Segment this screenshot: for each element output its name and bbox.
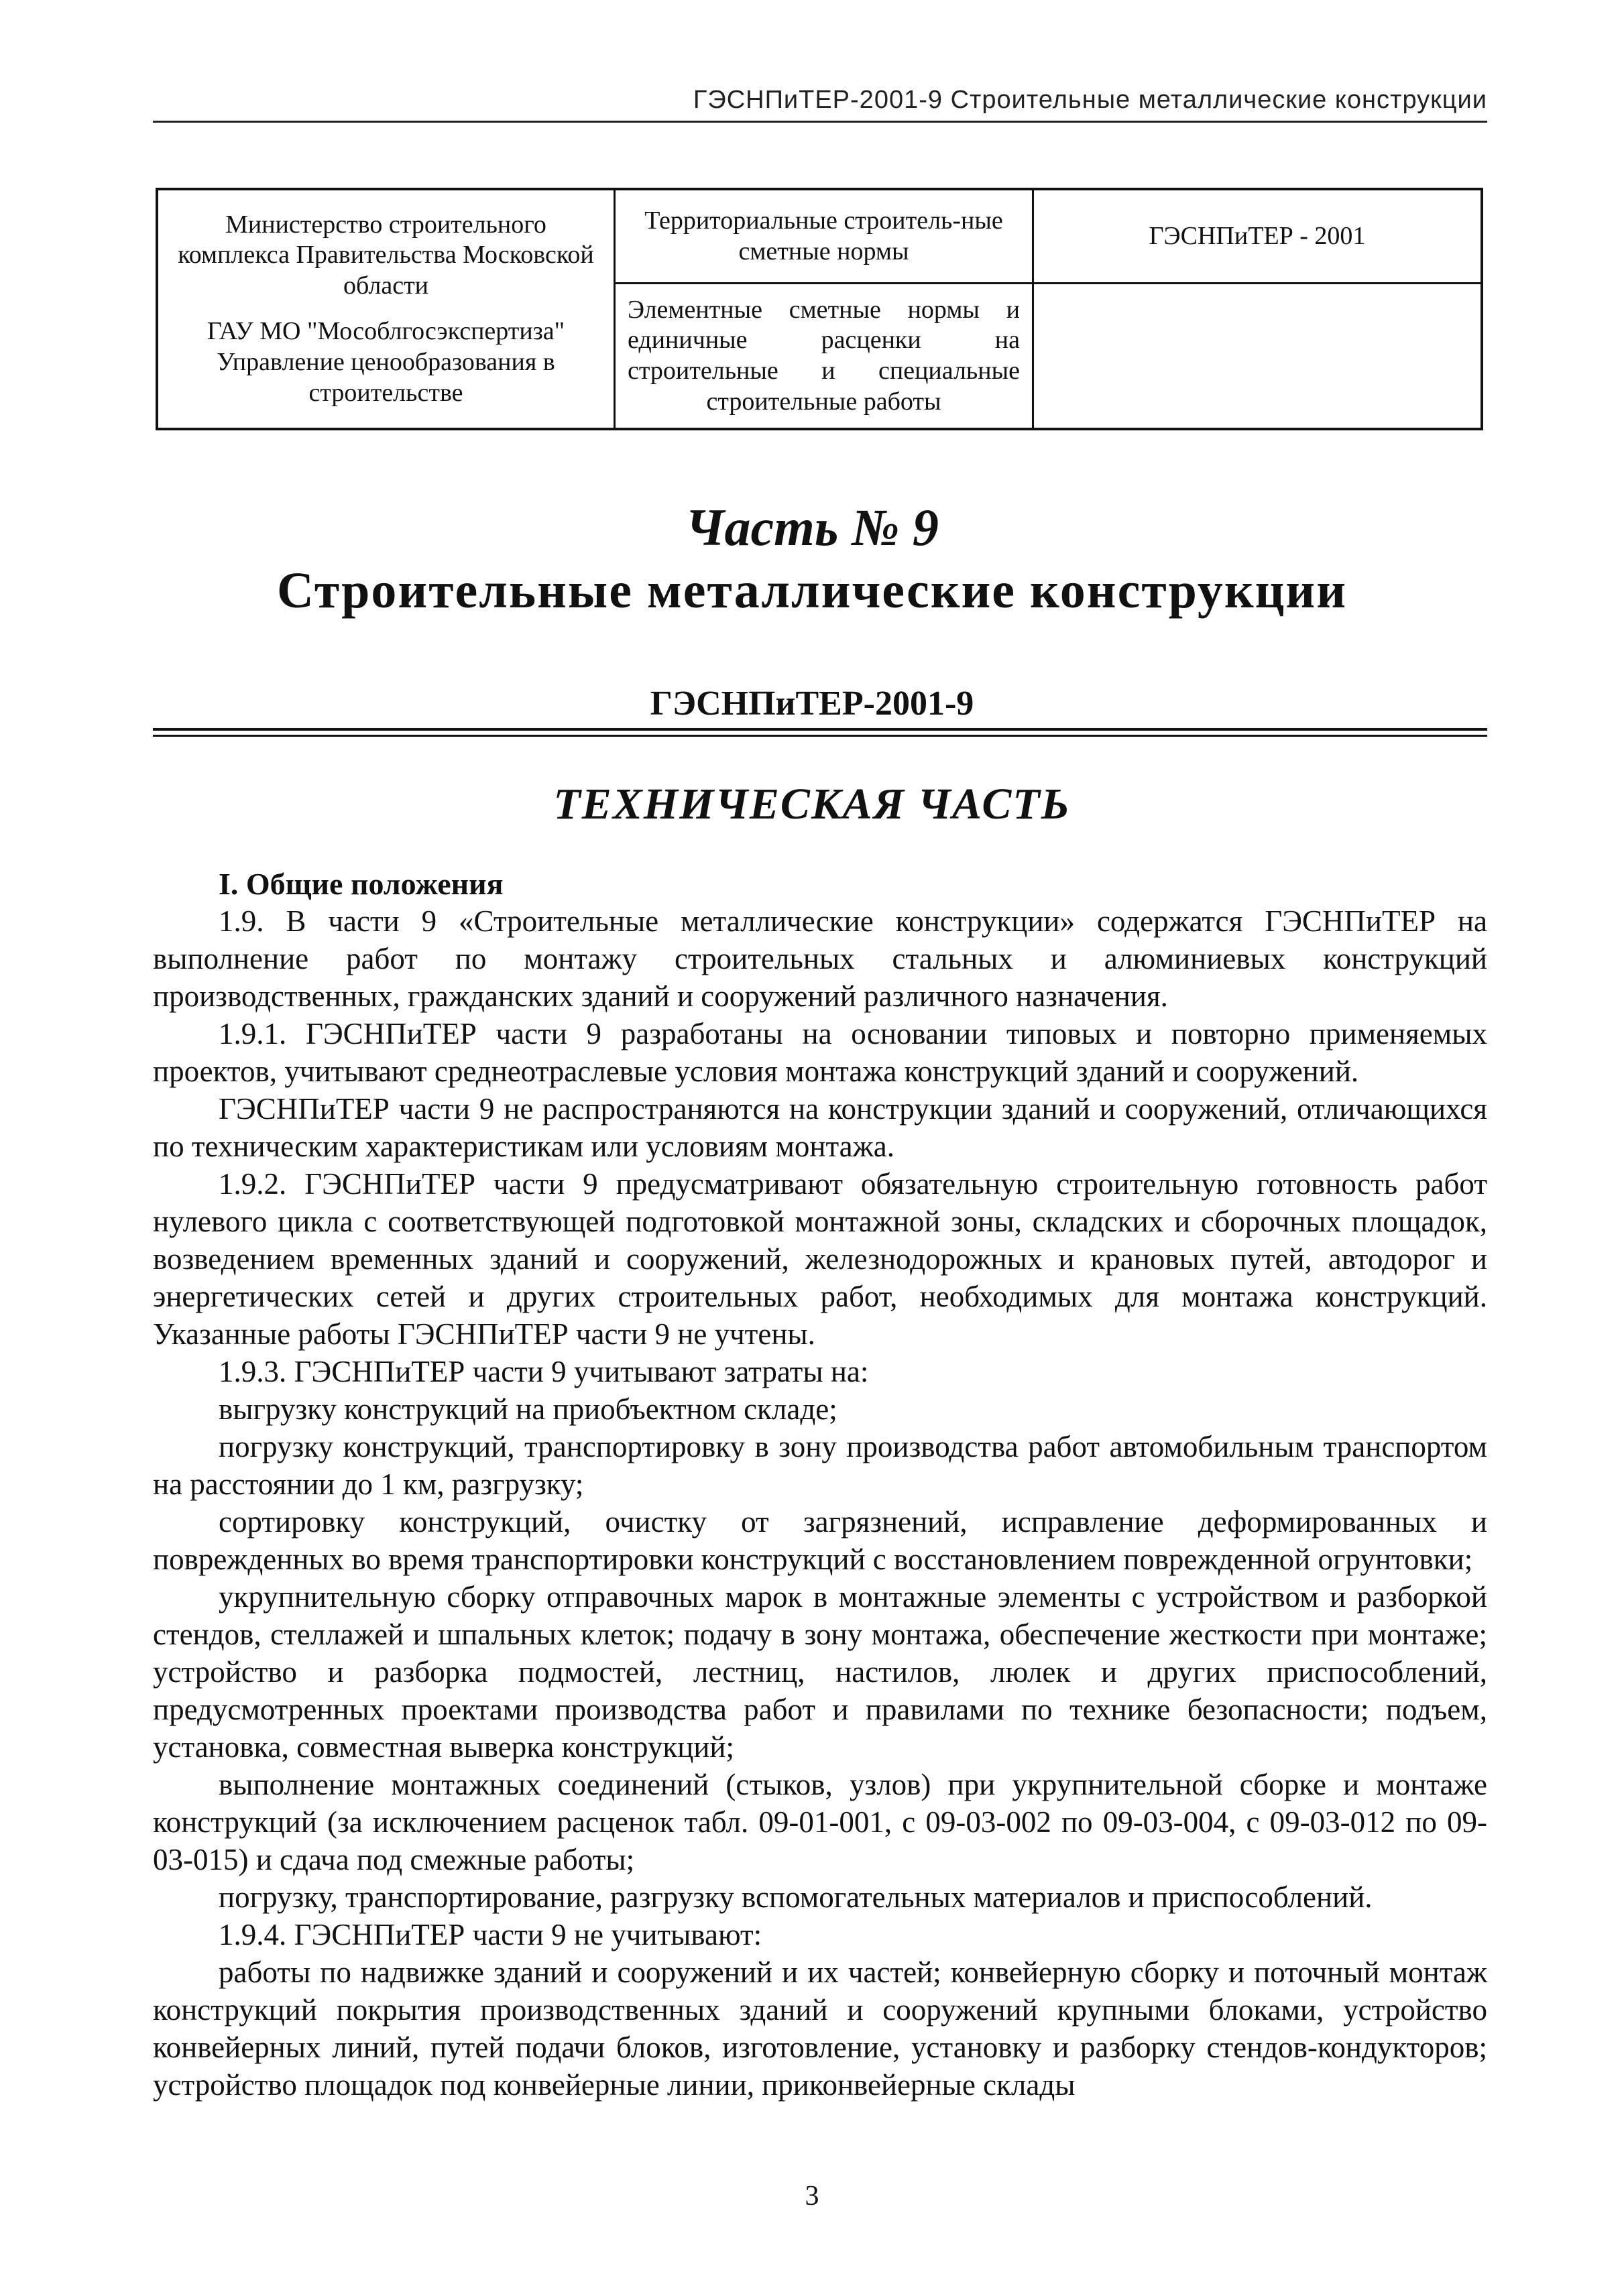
paragraph: выгрузку конструкций на приобъектном складе; [219,1392,837,1426]
part-title: Строительные металлические конструкции [277,562,1347,619]
territorial-norms-cell: Территориальные строитель-ные сметные нормы [616,190,1034,284]
paragraph: погрузку конструкций, транспортировку в зону производства работ автомобильным транспортом на расстоянии до 1 км, разгрузку; [153,1430,1487,1501]
expertise-department: ГАУ МО "Мособлгосэкспертиза" Управление ценообразования в строительстве [207,317,565,407]
organization-cell [158,190,616,428]
part-number: Часть № 9 [685,498,939,556]
double-rule-bottom [153,735,1487,737]
subsection-heading: I. Общие положения [219,867,504,901]
paragraph: сортировку конструкций, очистку от загрязнений, исправление деформированных и поврежденных во время транспортировки конструкций с восстановлением поврежденной огрунтовки; [153,1505,1487,1576]
empty-cell [1034,284,1481,428]
paragraph: 1.9. В части 9 «Строительные металлические конструкции» содержатся ГЭСНПиТЕР на выполнение работ по монтажу строительных стальных и алюминиевых конструкций производственных, гражданских зданий и сооружений различного назначения. [153,904,1487,1013]
document-code: ГЭСНПиТЕР-2001-9 [650,684,974,723]
title-block-table [156,188,1483,430]
paragraph: 1.9.3. ГЭСНПиТЕР части 9 учитывают затраты на: [219,1355,869,1388]
paragraph: 1.9.4. ГЭСНПиТЕР части 9 не учитывают: [219,1918,762,1951]
paragraph: выполнение монтажных соединений (стыков, узлов) при укрупнительной сборке и монтаже конструкций (за исключением расценок табл. 09-01-001, с 09-03-002 по 09-03-004, с 09-03-012 по 09-03-015) и сдача под смежные работы; [153,1768,1487,1876]
code-cell: ГЭСНПиТЕР - 2001 [1034,190,1481,284]
section-heading: ТЕХНИЧЕСКАЯ ЧАСТЬ [553,780,1071,829]
paragraph: ГЭСНПиТЕР части 9 не распространяются на конструкции зданий и сооружений, отличающихся по техническим характеристикам или условиям монтажа. [153,1092,1487,1163]
header-rule [153,121,1487,123]
paragraph: работы по надвижке зданий и сооружений и их частей; конвейерную сборку и поточный монтаж конструкций покрытия производственных зданий и сооружений крупными блоками, устройство конвейерных линий, путей подачи блоков, изготовление, установку и разборку стендов-кондукторов; устройство площадок под конвейерные линии, приконвейерные склады [153,1955,1487,2102]
paragraph: погрузку, транспортирование, разгрузку вспомогательных материалов и приспособлений. [219,1880,1373,1914]
paragraph: укрупнительную сборку отправочных марок в монтажные элементы с устройством и разборкой стендов, стеллажей и шпальных клеток; подачу в зону монтажа, обеспечение жесткости при монтаже; устройство и разборка подмостей, лестниц, настилов, люлек и других приспособлений, предусмотренных проектами производства работ и правилами по технике безопасности; подъем, установка, совместная выверка конструкций; [153,1580,1487,1764]
ministry-name: Министерство строительного комплекса Правительства Московской области [178,210,594,300]
double-rule-top [153,728,1487,731]
paragraph: 1.9.1. ГЭСНПиТЕР части 9 разработаны на основании типовых и повторно применяемых проектов, учитывают среднеотраслевые условия монтажа конструкций зданий и сооружений. [153,1017,1487,1088]
body-text [153,902,1487,2104]
element-norms-cell: Элементные сметные нормы и единичные расценки на строительные и специальные строительные работы [616,284,1034,428]
page-number: 3 [805,2181,819,2212]
paragraph: 1.9.2. ГЭСНПиТЕР части 9 предусматривают обязательную строительную готовность работ нулевого цикла с соответствующей подготовкой монтажной зоны, складских и сборочных площадок, возведением временных зданий и сооружений, железнодорожных и крановых путей, автодорог и энергетических сетей и других строительных работ, необходимых для монтажа конструкций. Указанные работы ГЭСНПиТЕР части 9 не учтены. [153,1167,1487,1351]
running-header: ГЭСНПиТЕР-2001-9 Строительные металлические конструкции [693,86,1487,114]
